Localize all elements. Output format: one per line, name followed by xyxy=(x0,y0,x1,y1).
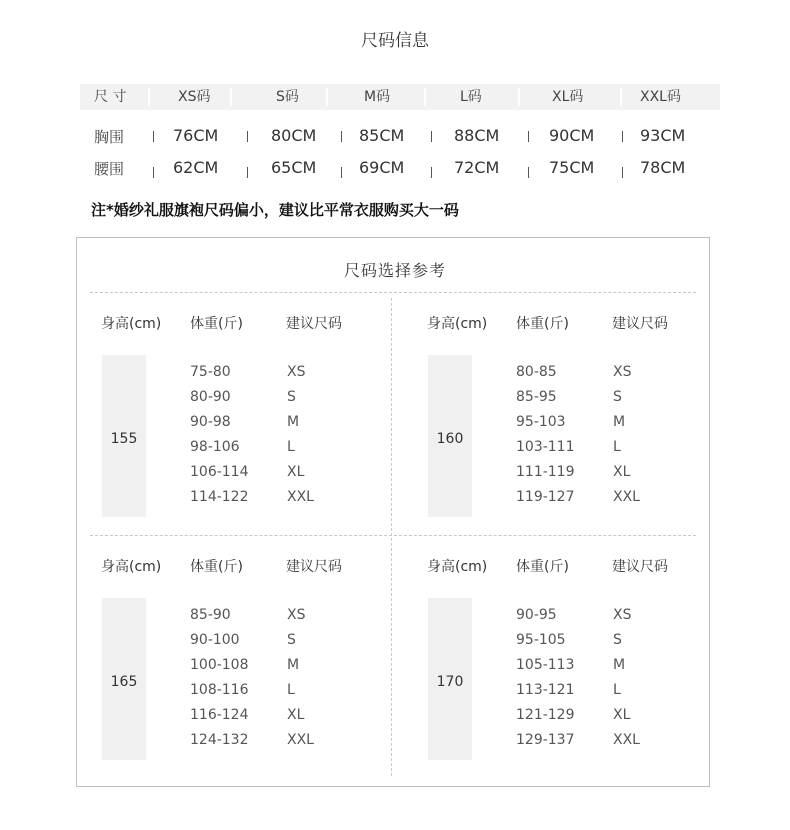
size-header-xl: XL码 xyxy=(552,89,584,105)
row-label-bust: 胸围 xyxy=(94,128,125,146)
size-value: XL xyxy=(613,707,631,723)
column-header-height: 身高(cm) xyxy=(101,316,162,332)
quadrant-divider-horizontal xyxy=(90,535,696,536)
waist-value: 69CM xyxy=(359,158,405,177)
divider xyxy=(424,88,426,106)
size-header-label: 尺 寸 xyxy=(94,89,127,105)
waist-value: 75CM xyxy=(549,158,595,177)
size-value: M xyxy=(287,657,300,673)
waist-value: 65CM xyxy=(271,158,317,177)
size-value: L xyxy=(287,682,295,698)
divider xyxy=(230,88,232,106)
separator-tick xyxy=(528,167,529,178)
height-value: 165 xyxy=(110,674,138,690)
size-note: 注*婚纱礼服旗袍尺码偏小，建议比平常衣服购买大一码 xyxy=(91,201,459,219)
size-header-s: S码 xyxy=(276,89,299,105)
separator-tick xyxy=(528,131,529,142)
bust-value: 93CM xyxy=(640,126,686,145)
size-value: S xyxy=(287,632,296,648)
size-value: XS xyxy=(613,364,632,380)
size-value: XS xyxy=(287,364,306,380)
size-value: M xyxy=(613,657,626,673)
column-header-height: 身高(cm) xyxy=(427,559,488,575)
size-value: XL xyxy=(287,464,305,480)
height-value: 170 xyxy=(436,674,464,690)
column-header-height: 身高(cm) xyxy=(427,316,488,332)
size-value: XS xyxy=(287,607,306,623)
size-value: M xyxy=(287,414,300,430)
weight-range: 90-95 xyxy=(516,607,557,623)
bust-value: 88CM xyxy=(454,126,500,145)
column-header-weight: 体重(斤) xyxy=(190,316,243,332)
bust-value: 76CM xyxy=(173,126,219,145)
weight-range: 114-122 xyxy=(190,489,249,505)
size-value: XL xyxy=(613,464,631,480)
size-value: XL xyxy=(287,707,305,723)
size-value: L xyxy=(613,682,621,698)
size-value: XXL xyxy=(613,489,640,505)
column-header-size: 建议尺码 xyxy=(612,559,668,575)
size-header-row xyxy=(80,84,720,110)
column-header-weight: 体重(斤) xyxy=(516,316,569,332)
column-header-weight: 体重(斤) xyxy=(190,559,243,575)
separator-tick xyxy=(153,131,154,142)
bust-value: 80CM xyxy=(271,126,317,145)
weight-range: 116-124 xyxy=(190,707,249,723)
size-header-l: L码 xyxy=(460,89,482,105)
weight-range: 95-103 xyxy=(516,414,566,430)
column-header-size: 建议尺码 xyxy=(286,316,342,332)
divider xyxy=(326,88,328,106)
column-header-height: 身高(cm) xyxy=(101,559,162,575)
weight-range: 106-114 xyxy=(190,464,249,480)
row-label-waist: 腰围 xyxy=(94,160,125,178)
separator-tick xyxy=(431,167,432,178)
separator-tick xyxy=(622,131,623,142)
size-value: XS xyxy=(613,607,632,623)
reference-title: 尺码选择参考 xyxy=(343,261,446,280)
weight-range: 85-95 xyxy=(516,389,557,405)
size-value: L xyxy=(613,439,621,455)
weight-range: 119-127 xyxy=(516,489,575,505)
quadrant-divider-vertical xyxy=(391,298,392,776)
size-header-xs: XS码 xyxy=(178,89,211,105)
size-value: L xyxy=(287,439,295,455)
size-value: S xyxy=(613,389,622,405)
weight-range: 90-98 xyxy=(190,414,231,430)
reference-title-divider xyxy=(90,292,696,293)
bust-value: 85CM xyxy=(359,126,405,145)
size-value: XXL xyxy=(287,732,314,748)
separator-tick xyxy=(341,131,342,142)
separator-tick xyxy=(341,167,342,178)
divider xyxy=(148,88,150,106)
size-value: S xyxy=(613,632,622,648)
divider xyxy=(620,88,622,106)
weight-range: 100-108 xyxy=(190,657,249,673)
weight-range: 129-137 xyxy=(516,732,575,748)
weight-range: 75-80 xyxy=(190,364,231,380)
weight-range: 90-100 xyxy=(190,632,240,648)
weight-range: 111-119 xyxy=(516,464,575,480)
height-value: 160 xyxy=(436,431,464,447)
size-header-m: M码 xyxy=(364,89,391,105)
size-value: M xyxy=(613,414,626,430)
weight-range: 98-106 xyxy=(190,439,240,455)
weight-range: 124-132 xyxy=(190,732,249,748)
waist-value: 78CM xyxy=(640,158,686,177)
size-header-xxl: XXL码 xyxy=(640,89,681,105)
page-title: 尺码信息 xyxy=(361,31,429,51)
weight-range: 105-113 xyxy=(516,657,575,673)
bust-value: 90CM xyxy=(549,126,595,145)
separator-tick xyxy=(247,167,248,178)
weight-range: 121-129 xyxy=(516,707,575,723)
column-header-size: 建议尺码 xyxy=(612,316,668,332)
size-value: S xyxy=(287,389,296,405)
waist-value: 62CM xyxy=(173,158,219,177)
separator-tick xyxy=(153,167,154,178)
weight-range: 85-90 xyxy=(190,607,231,623)
column-header-size: 建议尺码 xyxy=(286,559,342,575)
divider xyxy=(518,88,520,106)
size-value: XXL xyxy=(613,732,640,748)
separator-tick xyxy=(622,167,623,178)
waist-value: 72CM xyxy=(454,158,500,177)
weight-range: 80-85 xyxy=(516,364,557,380)
separator-tick xyxy=(247,131,248,142)
weight-range: 108-116 xyxy=(190,682,249,698)
weight-range: 113-121 xyxy=(516,682,575,698)
weight-range: 103-111 xyxy=(516,439,575,455)
column-header-weight: 体重(斤) xyxy=(516,559,569,575)
separator-tick xyxy=(431,131,432,142)
weight-range: 80-90 xyxy=(190,389,231,405)
weight-range: 95-105 xyxy=(516,632,566,648)
height-value: 155 xyxy=(110,431,138,447)
size-value: XXL xyxy=(287,489,314,505)
